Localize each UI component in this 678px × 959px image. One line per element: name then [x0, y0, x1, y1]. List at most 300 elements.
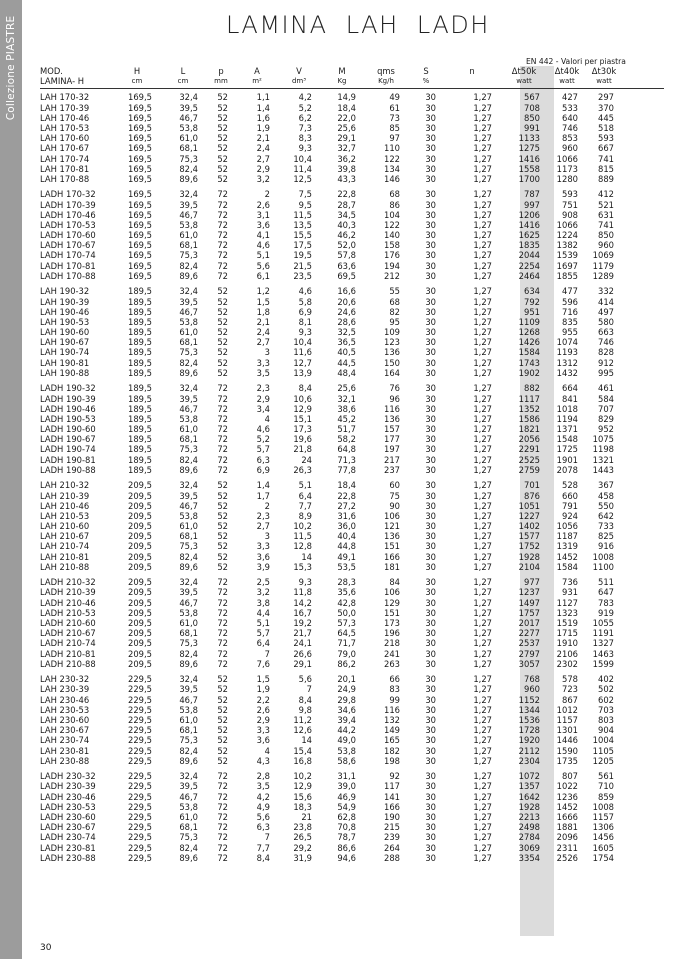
cell-dt50: 1558	[518, 163, 540, 174]
cell-dt40: 1173	[556, 163, 578, 174]
cell-m: 40,5	[337, 347, 356, 358]
cell-s: 30	[425, 434, 436, 445]
cell-s: 30	[425, 500, 436, 511]
cell-v: 15,4	[293, 745, 312, 756]
cell-dt30: 829	[598, 413, 614, 424]
cell-l: 75,3	[179, 347, 198, 358]
table-row	[40, 174, 664, 184]
cell-h: 189,5	[128, 424, 152, 435]
cell-dt30: 1008	[592, 801, 614, 812]
cell-dt40: 1371	[556, 424, 578, 435]
cell-p: 52	[217, 327, 228, 338]
cell-l: 82,4	[179, 745, 198, 756]
cell-s: 30	[425, 413, 436, 424]
cell-dt40: 1432	[556, 367, 578, 378]
cell-s: 30	[425, 143, 436, 154]
cell-qms: 61	[389, 102, 400, 113]
cell-dt30: 1179	[592, 260, 614, 271]
cell-n: 1,27	[473, 638, 492, 649]
cell-h: 169,5	[128, 199, 152, 210]
cell-n: 1,27	[473, 618, 492, 629]
cell-dt40: 1066	[556, 219, 578, 230]
cell-l: 32,4	[179, 286, 198, 297]
cell-dt40: 1127	[556, 597, 578, 608]
cell-dt40: 1280	[556, 173, 578, 184]
cell-p: 52	[217, 92, 228, 103]
header-dt30: Δt30k	[591, 66, 617, 76]
cell-dt50: 1577	[518, 531, 540, 542]
cell-qms: 218	[384, 638, 400, 649]
cell-h: 229,5	[128, 781, 152, 792]
cell-n: 1,27	[473, 842, 492, 853]
cell-h: 229,5	[128, 812, 152, 823]
unit-a: m²	[252, 77, 262, 86]
cell-m: 64,5	[337, 628, 356, 639]
cell-dt40: 835	[562, 316, 578, 327]
cell-h: 169,5	[128, 209, 152, 220]
cell-p: 72	[217, 852, 228, 863]
cell-v: 7,5	[298, 189, 312, 200]
cell-dt40: 908	[562, 209, 578, 220]
cell-a: 3,5	[256, 781, 270, 792]
cell-model: LADH 170-81	[40, 260, 96, 271]
cell-model: LADH 170-88	[40, 270, 96, 281]
cell-s: 30	[425, 347, 436, 358]
cell-n: 1,27	[473, 102, 492, 113]
cell-a: 2	[264, 189, 270, 200]
cell-dt50: 2304	[518, 755, 540, 766]
cell-m: 70,8	[337, 822, 356, 833]
cell-n: 1,27	[473, 822, 492, 833]
cell-p: 52	[217, 337, 228, 348]
cell-v: 19,2	[293, 618, 312, 629]
table-row	[40, 92, 664, 102]
cell-dt50: 1206	[518, 209, 540, 220]
cell-m: 53,8	[337, 745, 356, 756]
cell-dt30: 367	[598, 480, 614, 491]
cell-n: 1,27	[473, 648, 492, 659]
cell-p: 72	[217, 781, 228, 792]
cell-a: 4	[264, 413, 270, 424]
cell-p: 52	[217, 694, 228, 705]
cell-v: 17,3	[293, 424, 312, 435]
cell-m: 28,7	[337, 199, 356, 210]
cell-model: LAH 210-32	[40, 480, 90, 491]
cell-v: 12,5	[293, 173, 312, 184]
cell-dt30: 1157	[592, 812, 614, 823]
table-row	[40, 659, 664, 669]
cell-dt40: 736	[562, 577, 578, 588]
cell-h: 209,5	[128, 618, 152, 629]
header-dt40: Δt40k	[554, 66, 580, 76]
cell-dt30: 1205	[592, 755, 614, 766]
cell-h: 169,5	[128, 153, 152, 164]
cell-h: 189,5	[128, 296, 152, 307]
cell-h: 189,5	[128, 464, 152, 475]
cell-dt30: 859	[598, 791, 614, 802]
cell-dt40: 1224	[556, 230, 578, 241]
cell-p: 52	[217, 347, 228, 358]
cell-p: 72	[217, 597, 228, 608]
cell-n: 1,27	[473, 607, 492, 618]
cell-qms: 146	[384, 173, 400, 184]
cell-dt50: 2277	[518, 628, 540, 639]
table-row	[40, 368, 664, 378]
cell-m: 49,0	[337, 735, 356, 746]
cell-s: 30	[425, 250, 436, 261]
cell-dt50: 2537	[518, 638, 540, 649]
cell-v: 10,4	[293, 337, 312, 348]
cell-v: 11,8	[293, 587, 312, 598]
cell-m: 57,3	[337, 618, 356, 629]
cell-qms: 182	[384, 745, 400, 756]
cell-dt50: 2759	[518, 464, 540, 475]
cell-dt40: 640	[562, 112, 578, 123]
cell-l: 53,8	[179, 801, 198, 812]
cell-model: LAH 190-60	[40, 327, 90, 338]
cell-s: 30	[425, 102, 436, 113]
cell-h: 189,5	[128, 367, 152, 378]
cell-model: LAH 210-53	[40, 510, 90, 521]
cell-dt30: 647	[598, 587, 614, 598]
cell-m: 39,8	[337, 163, 356, 174]
cell-l: 32,4	[179, 480, 198, 491]
cell-m: 64,8	[337, 444, 356, 455]
cell-qms: 173	[384, 618, 400, 629]
cell-model: LAH 170-53	[40, 122, 90, 133]
cell-n: 1,27	[473, 587, 492, 598]
cell-dt50: 2044	[518, 250, 540, 261]
cell-model: LAH 170-39	[40, 102, 90, 113]
cell-dt30: 828	[598, 347, 614, 358]
table-row	[40, 802, 664, 812]
cell-v: 7	[306, 684, 312, 695]
cell-v: 29,1	[293, 658, 312, 669]
cell-h: 209,5	[128, 480, 152, 491]
table-row	[40, 317, 664, 327]
cell-qms: 164	[384, 367, 400, 378]
cell-l: 68,1	[179, 531, 198, 542]
cell-dt40: 1539	[556, 250, 578, 261]
table-row	[40, 230, 664, 240]
cell-dt30: 1105	[592, 745, 614, 756]
cell-dt40: 427	[562, 92, 578, 103]
cell-a: 6,3	[256, 822, 270, 833]
cell-m: 36,0	[337, 521, 356, 532]
table-row	[40, 271, 664, 281]
cell-s: 30	[425, 490, 436, 501]
cell-n: 1,27	[473, 413, 492, 424]
cell-l: 89,6	[179, 464, 198, 475]
cell-dt40: 746	[562, 122, 578, 133]
table-row	[40, 577, 664, 587]
cell-p: 52	[217, 490, 228, 501]
cell-a: 2,2	[256, 694, 270, 705]
cell-m: 39,0	[337, 781, 356, 792]
cell-a: 3,3	[256, 725, 270, 736]
cell-dt50: 708	[524, 102, 540, 113]
cell-qms: 82	[389, 306, 400, 317]
cell-h: 209,5	[128, 531, 152, 542]
cell-s: 30	[425, 316, 436, 327]
cell-dt30: 1754	[592, 852, 614, 863]
cell-l: 46,7	[179, 694, 198, 705]
cell-v: 23,5	[293, 270, 312, 281]
cell-n: 1,27	[473, 316, 492, 327]
cell-dt40: 1066	[556, 153, 578, 164]
cell-v: 24	[301, 454, 312, 465]
cell-dt40: 1193	[556, 347, 578, 358]
cell-n: 1,27	[473, 704, 492, 715]
cell-s: 30	[425, 638, 436, 649]
cell-s: 30	[425, 587, 436, 598]
cell-m: 86,6	[337, 842, 356, 853]
cell-v: 10,2	[293, 521, 312, 532]
cell-s: 30	[425, 694, 436, 705]
cell-l: 75,3	[179, 832, 198, 843]
cell-a: 5,7	[256, 628, 270, 639]
cell-dt50: 1402	[518, 521, 540, 532]
cell-dt40: 1018	[556, 403, 578, 414]
cell-dt40: 1382	[556, 240, 578, 251]
cell-n: 1,27	[473, 286, 492, 297]
cell-qms: 217	[384, 454, 400, 465]
cell-s: 30	[425, 725, 436, 736]
cell-model: LADH 210-81	[40, 648, 96, 659]
unit-p: mm	[214, 77, 228, 86]
en442-note: EN 442 - Valori per piastra	[526, 57, 626, 66]
cell-p: 52	[217, 531, 228, 542]
cell-l: 46,7	[179, 209, 198, 220]
cell-qms: 263	[384, 658, 400, 669]
table-row	[40, 587, 664, 597]
cell-l: 75,3	[179, 638, 198, 649]
cell-qms: 241	[384, 648, 400, 659]
cell-model: LADH 170-67	[40, 240, 96, 251]
cell-a: 5,6	[256, 260, 270, 271]
cell-a: 7	[264, 832, 270, 843]
cell-h: 169,5	[128, 189, 152, 200]
cell-dt50: 1584	[518, 347, 540, 358]
cell-dt50: 951	[524, 306, 540, 317]
cell-l: 32,4	[179, 674, 198, 685]
cell-qms: 96	[389, 393, 400, 404]
cell-p: 72	[217, 434, 228, 445]
cell-p: 72	[217, 240, 228, 251]
cell-model: LADH 170-46	[40, 209, 96, 220]
cell-v: 23,8	[293, 822, 312, 833]
cell-qms: 136	[384, 347, 400, 358]
cell-dt50: 1902	[518, 367, 540, 378]
cell-model: LAH 230-39	[40, 684, 90, 695]
cell-a: 7	[264, 648, 270, 659]
cell-dt50: 1642	[518, 791, 540, 802]
cell-dt50: 1426	[518, 337, 540, 348]
cell-dt40: 807	[562, 771, 578, 782]
cell-s: 30	[425, 230, 436, 241]
cell-dt30: 1321	[592, 454, 614, 465]
cell-m: 14,9	[337, 92, 356, 103]
cell-a: 1,6	[256, 112, 270, 123]
cell-v: 12,9	[293, 781, 312, 792]
table-row	[40, 715, 664, 725]
cell-qms: 149	[384, 725, 400, 736]
cell-qms: 288	[384, 852, 400, 863]
cell-l: 82,4	[179, 260, 198, 271]
table-row	[40, 812, 664, 822]
cell-m: 31,1	[337, 771, 356, 782]
cell-model: LAH 170-74	[40, 153, 90, 164]
cell-qms: 239	[384, 832, 400, 843]
cell-a: 3,4	[256, 403, 270, 414]
cell-h: 169,5	[128, 260, 152, 271]
table-row	[40, 746, 664, 756]
table-row	[40, 705, 664, 715]
cell-h: 209,5	[128, 521, 152, 532]
cell-v: 5,1	[298, 480, 312, 491]
cell-m: 39,4	[337, 715, 356, 726]
cell-l: 39,5	[179, 393, 198, 404]
table-row	[40, 628, 664, 638]
cell-v: 14,2	[293, 597, 312, 608]
cell-m: 31,6	[337, 510, 356, 521]
table-row	[40, 455, 664, 465]
cell-s: 30	[425, 618, 436, 629]
cell-s: 30	[425, 219, 436, 230]
cell-qms: 157	[384, 424, 400, 435]
cell-l: 82,4	[179, 163, 198, 174]
cell-p: 72	[217, 219, 228, 230]
cell-s: 30	[425, 801, 436, 812]
cell-n: 1,27	[473, 852, 492, 863]
cell-p: 72	[217, 424, 228, 435]
cell-m: 53,5	[337, 561, 356, 572]
table-row	[40, 444, 664, 454]
cell-qms: 166	[384, 801, 400, 812]
cell-n: 1,27	[473, 112, 492, 123]
cell-a: 1,4	[256, 480, 270, 491]
cell-v: 19,6	[293, 434, 312, 445]
cell-dt30: 916	[598, 541, 614, 552]
cell-dt50: 991	[524, 122, 540, 133]
cell-a: 1,5	[256, 296, 270, 307]
cell-a: 2	[264, 500, 270, 511]
cell-a: 3,9	[256, 561, 270, 572]
cell-a: 2,7	[256, 337, 270, 348]
cell-h: 229,5	[128, 704, 152, 715]
cell-n: 1,27	[473, 521, 492, 532]
cell-m: 35,6	[337, 587, 356, 598]
cell-qms: 129	[384, 597, 400, 608]
cell-model: LAH 190-39	[40, 296, 90, 307]
cell-model: LADH 170-53	[40, 219, 96, 230]
cell-s: 30	[425, 393, 436, 404]
table-row	[40, 297, 664, 307]
cell-model: LADH 190-32	[40, 383, 96, 394]
cell-h: 189,5	[128, 454, 152, 465]
cell-dt40: 1012	[556, 704, 578, 715]
cell-model: LAH 210-60	[40, 521, 90, 532]
cell-a: 3,6	[256, 219, 270, 230]
cell-dt30: 1100	[592, 561, 614, 572]
table-row	[40, 434, 664, 444]
cell-s: 30	[425, 745, 436, 756]
cell-p: 52	[217, 561, 228, 572]
cell-model: LAH 230-53	[40, 704, 90, 715]
cell-v: 21	[301, 812, 312, 823]
table-row	[40, 598, 664, 608]
cell-s: 30	[425, 480, 436, 491]
cell-dt40: 2302	[556, 658, 578, 669]
cell-dt50: 1752	[518, 541, 540, 552]
cell-dt50: 1268	[518, 327, 540, 338]
cell-model: LADH 210-88	[40, 658, 96, 669]
cell-dt50: 1586	[518, 413, 540, 424]
cell-v: 11,2	[293, 715, 312, 726]
cell-dt30: 412	[598, 189, 614, 200]
cell-p: 52	[217, 357, 228, 368]
cell-dt30: 580	[598, 316, 614, 327]
table-row	[40, 771, 664, 781]
cell-p: 72	[217, 842, 228, 853]
cell-a: 1,9	[256, 684, 270, 695]
cell-model: LADH 230-74	[40, 832, 96, 843]
cell-dt50: 2784	[518, 832, 540, 843]
cell-a: 2,7	[256, 521, 270, 532]
page-number: 30	[40, 943, 52, 953]
cell-m: 48,4	[337, 367, 356, 378]
table-row	[40, 240, 664, 250]
cell-p: 72	[217, 801, 228, 812]
cell-a: 4,2	[256, 791, 270, 802]
cell-dt30: 370	[598, 102, 614, 113]
cell-dt40: 1452	[556, 551, 578, 562]
cell-s: 30	[425, 367, 436, 378]
cell-p: 72	[217, 413, 228, 424]
cell-m: 43,3	[337, 173, 356, 184]
cell-a: 5,6	[256, 812, 270, 823]
cell-m: 44,8	[337, 541, 356, 552]
cell-dt50: 1743	[518, 357, 540, 368]
table-row	[40, 480, 664, 490]
header-lamina: LAMINA- H	[40, 76, 85, 87]
cell-l: 68,1	[179, 628, 198, 639]
cell-v: 10,4	[293, 153, 312, 164]
cell-s: 30	[425, 296, 436, 307]
cell-dt50: 2213	[518, 812, 540, 823]
cell-h: 189,5	[128, 337, 152, 348]
cell-p: 52	[217, 316, 228, 327]
cell-qms: 140	[384, 230, 400, 241]
cell-h: 209,5	[128, 628, 152, 639]
cell-m: 86,2	[337, 658, 356, 669]
cell-h: 189,5	[128, 327, 152, 338]
cell-l: 68,1	[179, 240, 198, 251]
cell-dt30: 445	[598, 112, 614, 123]
cell-n: 1,27	[473, 230, 492, 241]
cell-l: 75,3	[179, 541, 198, 552]
cell-h: 169,5	[128, 112, 152, 123]
cell-v: 5,2	[298, 102, 312, 113]
cell-s: 30	[425, 791, 436, 802]
cell-a: 1,1	[256, 92, 270, 103]
cell-dt50: 701	[524, 480, 540, 491]
cell-dt30: 1289	[592, 270, 614, 281]
cell-qms: 121	[384, 521, 400, 532]
table-row	[40, 220, 664, 230]
cell-p: 52	[217, 500, 228, 511]
cell-dt30: 733	[598, 521, 614, 532]
